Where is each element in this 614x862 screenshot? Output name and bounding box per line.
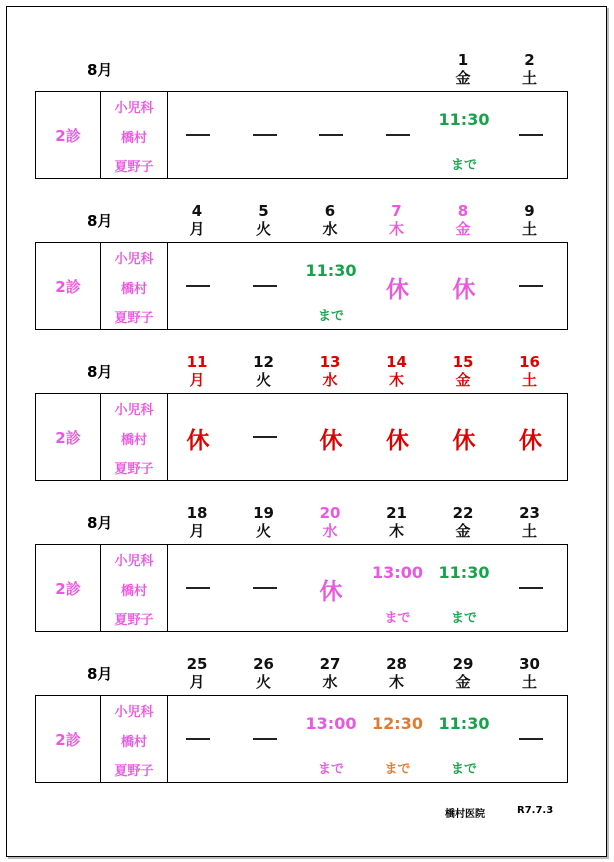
- day-header: [162, 202, 232, 238]
- closing-time: 11:30: [305, 261, 357, 280]
- closed-dash: [253, 285, 277, 287]
- weekday-label: 土: [521, 673, 537, 691]
- weekday-label: 月: [189, 522, 205, 540]
- day-number: 15: [452, 353, 474, 371]
- until-label: まで: [450, 611, 477, 626]
- closing-time: 12:30: [372, 714, 423, 733]
- day-number: 7: [391, 202, 402, 220]
- holiday-mark: 休: [319, 428, 343, 454]
- day-number: 28: [386, 655, 407, 673]
- day-cell: [363, 545, 433, 631]
- closing-time: 13:00: [372, 563, 423, 582]
- closed-dash: [186, 285, 210, 287]
- dept-label: 小児科: [114, 252, 154, 267]
- day-cell: [429, 394, 499, 480]
- day-cell: [429, 243, 499, 329]
- weekday-label: 木: [388, 371, 404, 389]
- week-block: [7, 492, 606, 642]
- schedule-row: [35, 695, 568, 783]
- weekday-label: 火: [255, 220, 271, 238]
- dept-label: 小児科: [114, 403, 154, 418]
- day-cell: [363, 394, 433, 480]
- dept-label: 小児科: [114, 705, 154, 720]
- doctor-name-line1: 橋村: [120, 584, 147, 599]
- day-cell: [429, 545, 499, 631]
- weekday-label: 土: [521, 220, 537, 238]
- month-label: 8月: [87, 665, 113, 683]
- dept-label: 小児科: [114, 554, 154, 569]
- day-cell: [296, 92, 366, 178]
- holiday-mark: 休: [186, 428, 210, 454]
- schedule-sheet: [6, 6, 607, 857]
- day-number: 18: [186, 504, 208, 522]
- holiday-mark: 休: [386, 277, 409, 303]
- doctor-cell: [101, 394, 168, 480]
- day-cell: [496, 243, 566, 329]
- day-number: 30: [519, 655, 540, 673]
- day-cell: [163, 243, 233, 329]
- closing-time: 11:30: [438, 110, 490, 129]
- doctor-name-line2: 夏野子: [114, 311, 154, 326]
- weekday-label: 金: [455, 371, 471, 389]
- day-number: 25: [186, 655, 208, 673]
- day-number: 22: [452, 504, 474, 522]
- day-header: [229, 353, 299, 389]
- weekday-label: 火: [255, 522, 271, 540]
- doctor-cell: [101, 243, 168, 329]
- day-cell: [163, 545, 233, 631]
- day-number: 6: [324, 202, 336, 220]
- room-cell: 2診: [36, 92, 101, 178]
- weekday-label: 木: [388, 220, 404, 238]
- day-cell: [296, 243, 366, 329]
- weekday-label: 月: [189, 371, 205, 389]
- day-number: 2: [524, 51, 535, 69]
- weekday-label: 水: [322, 371, 338, 389]
- day-cell: [163, 92, 233, 178]
- until-label: まで: [450, 762, 477, 777]
- day-cell: [496, 92, 566, 178]
- month-label: 8月: [87, 61, 113, 79]
- day-number: 4: [191, 202, 203, 220]
- until-label: まで: [450, 158, 477, 173]
- day-number: 29: [452, 655, 474, 673]
- until-label: まで: [317, 762, 344, 777]
- week-block: [7, 341, 606, 491]
- day-header: [495, 353, 565, 389]
- weekday-label: 水: [322, 673, 338, 691]
- doctor-name-line1: 橋村: [120, 131, 147, 146]
- closed-dash: [253, 587, 277, 589]
- schedule-row: [35, 544, 568, 632]
- day-cell: [230, 696, 300, 782]
- weekday-label: 月: [189, 220, 205, 238]
- day-header: [229, 504, 299, 540]
- day-header: [362, 202, 432, 238]
- day-header: [162, 655, 232, 691]
- closing-time: 13:00: [305, 714, 357, 733]
- closed-dash: [519, 285, 543, 287]
- closed-dash: [253, 436, 277, 438]
- closed-dash: [253, 738, 277, 740]
- weekday-label: 土: [521, 371, 537, 389]
- day-header: [495, 504, 565, 540]
- doctor-cell: [101, 696, 168, 782]
- closing-time: 11:30: [438, 714, 490, 733]
- schedule-row: [35, 242, 568, 330]
- day-cell: [230, 394, 300, 480]
- month-label: 8月: [87, 514, 113, 532]
- room-cell: 2診: [36, 243, 101, 329]
- day-header: [295, 202, 365, 238]
- schedule-row: [35, 393, 568, 481]
- month-label: 8月: [87, 212, 113, 230]
- day-number: 1: [457, 51, 469, 69]
- day-header: [495, 202, 565, 238]
- doctor-name-line1: 橋村: [120, 735, 147, 750]
- until-label: まで: [384, 611, 411, 626]
- day-header: [362, 353, 432, 389]
- day-number: 11: [186, 353, 208, 371]
- weekday-label: 月: [189, 673, 205, 691]
- dept-label: 小児科: [114, 101, 154, 116]
- day-cell: [429, 696, 499, 782]
- day-cell: [296, 696, 366, 782]
- day-header: [295, 504, 365, 540]
- weekday-label: 金: [455, 69, 471, 87]
- closed-dash: [519, 738, 543, 740]
- day-header: [428, 504, 498, 540]
- day-header: [295, 655, 365, 691]
- day-header: [495, 655, 565, 691]
- day-cell: [363, 243, 433, 329]
- day-cell: [496, 394, 566, 480]
- doctor-name-line2: 夏野子: [114, 613, 154, 628]
- day-header: [428, 353, 498, 389]
- holiday-mark: 休: [519, 428, 542, 454]
- doctor-name-line2: 夏野子: [114, 462, 154, 477]
- day-number: 5: [258, 202, 269, 220]
- weekday-label: 火: [255, 673, 271, 691]
- weekday-label: 木: [388, 673, 404, 691]
- week-block: [7, 643, 606, 793]
- day-header: [428, 51, 498, 87]
- day-cell: [363, 696, 433, 782]
- room-cell: 2診: [36, 696, 101, 782]
- day-cell: [496, 696, 566, 782]
- closing-time: 11:30: [438, 563, 490, 582]
- closed-dash: [186, 134, 210, 136]
- day-cell: [230, 243, 300, 329]
- day-cell: [163, 696, 233, 782]
- schedule-row: [35, 91, 568, 179]
- footer-revision: R7.7.3: [517, 805, 554, 816]
- closed-dash: [186, 738, 210, 740]
- day-header: [162, 504, 232, 540]
- until-label: まで: [384, 762, 411, 777]
- day-header: [362, 655, 432, 691]
- weekday-label: 金: [455, 673, 471, 691]
- day-cell: [163, 394, 233, 480]
- day-number: 16: [519, 353, 540, 371]
- day-header: [428, 202, 498, 238]
- day-number: 19: [253, 504, 274, 522]
- closed-dash: [519, 587, 543, 589]
- weekday-label: 土: [521, 69, 537, 87]
- holiday-mark: 休: [452, 428, 476, 454]
- holiday-mark: 休: [452, 277, 476, 303]
- day-cell: [230, 545, 300, 631]
- room-cell: 2診: [36, 545, 101, 631]
- day-cell: [296, 394, 366, 480]
- weekday-label: 金: [455, 522, 471, 540]
- closed-dash: [319, 134, 343, 136]
- day-number: 13: [319, 353, 341, 371]
- weekday-label: 金: [455, 220, 471, 238]
- doctor-cell: [101, 545, 168, 631]
- doctor-name-line1: 橋村: [120, 282, 147, 297]
- day-number: 26: [253, 655, 274, 673]
- day-number: 27: [319, 655, 341, 673]
- day-number: 8: [457, 202, 469, 220]
- closed-dash: [253, 134, 277, 136]
- weekday-label: 火: [255, 371, 271, 389]
- day-number: 14: [386, 353, 407, 371]
- day-cell: [363, 92, 433, 178]
- day-number: 21: [386, 504, 407, 522]
- until-label: まで: [317, 309, 344, 324]
- day-header: [362, 504, 432, 540]
- day-cell: [496, 545, 566, 631]
- week-block: [7, 39, 606, 189]
- holiday-mark: 休: [386, 428, 409, 454]
- day-header: [162, 353, 232, 389]
- weekday-label: 水: [322, 220, 338, 238]
- holiday-mark: 休: [319, 579, 343, 605]
- doctor-cell: [101, 92, 168, 178]
- doctor-name-line2: 夏野子: [114, 160, 154, 175]
- closed-dash: [386, 134, 410, 136]
- day-header: [229, 202, 299, 238]
- day-cell: [429, 92, 499, 178]
- footer-hospital: 橋村医院: [445, 809, 485, 820]
- day-header: [295, 353, 365, 389]
- day-number: 12: [253, 353, 274, 371]
- day-number: 9: [524, 202, 535, 220]
- day-header: [428, 655, 498, 691]
- room-cell: 2診: [36, 394, 101, 480]
- weekday-label: 木: [388, 522, 404, 540]
- week-block: [7, 190, 606, 340]
- weekday-label: 水: [322, 522, 338, 540]
- doctor-name-line2: 夏野子: [114, 764, 154, 779]
- month-label: 8月: [87, 363, 113, 381]
- day-number: 20: [319, 504, 341, 522]
- day-number: 23: [519, 504, 540, 522]
- day-header: [229, 655, 299, 691]
- day-cell: [230, 92, 300, 178]
- day-header: [495, 51, 565, 87]
- doctor-name-line1: 橋村: [120, 433, 147, 448]
- closed-dash: [186, 587, 210, 589]
- day-cell: [296, 545, 366, 631]
- weekday-label: 土: [521, 522, 537, 540]
- closed-dash: [519, 134, 543, 136]
